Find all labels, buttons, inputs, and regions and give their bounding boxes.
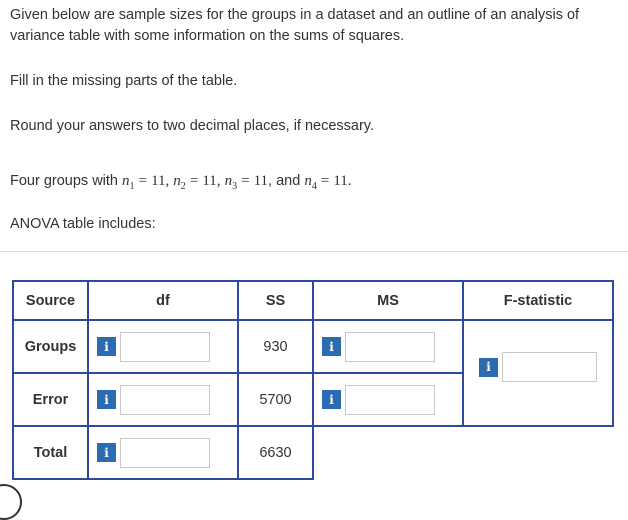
error-ms-cell: [313, 373, 463, 426]
total-ss: 6630: [238, 426, 313, 479]
empty-cell: [313, 426, 463, 479]
error-df-cell: [88, 373, 238, 426]
table-row: [13, 320, 613, 373]
table-row: [13, 426, 613, 479]
empty-cell: [463, 426, 613, 479]
header-ms: MS: [313, 281, 463, 320]
n1-symbol: $n_1$: [122, 173, 135, 192]
problem-intro: Given below are sample sizes for the groups in a dataset and an outline of an analysis of variance table with some information on the sums of squares.: [10, 7, 580, 44]
error-ss: 5700: [238, 373, 313, 426]
anova-label: ANOVA table includes:: [10, 216, 156, 232]
divider: [0, 251, 628, 252]
groups-df-cell: [88, 320, 238, 373]
table-header-row: [13, 281, 613, 320]
header-source: Source: [13, 281, 88, 320]
info-icon[interactable]: i: [97, 443, 116, 462]
error-df-input[interactable]: [120, 385, 210, 415]
groups-ss: 930: [238, 320, 313, 373]
info-icon[interactable]: i: [322, 337, 341, 356]
anova-table: [12, 280, 614, 480]
f-statistic-cell: [463, 320, 613, 426]
groups-ms-cell: [313, 320, 463, 373]
info-icon[interactable]: i: [97, 337, 116, 356]
n4-symbol: $n_4$: [304, 173, 317, 192]
n2-symbol: $n_2$: [173, 173, 186, 192]
header-ss: SS: [238, 281, 313, 320]
groups-prefix: Four groups with: [10, 173, 118, 189]
info-icon[interactable]: i: [322, 390, 341, 409]
total-df-cell: [88, 426, 238, 479]
header-df: df: [88, 281, 238, 320]
groups-df-input[interactable]: [120, 332, 210, 362]
f-statistic-input[interactable]: [502, 352, 597, 382]
source-groups: Groups: [13, 320, 88, 373]
info-icon[interactable]: i: [97, 390, 116, 409]
groups-ms-input[interactable]: [345, 332, 435, 362]
group-sizes-statement: Four groups with $n_1 = 11$, $n_2 = 11$, $n_3 = 11$, and $n_4 = 11$.: [10, 173, 352, 192]
source-total: Total: [13, 426, 88, 479]
n3-symbol: $n_3$: [224, 173, 238, 192]
header-f-statistic: F-statistic: [463, 281, 613, 320]
info-icon[interactable]: i: [479, 358, 498, 377]
error-ms-input[interactable]: [345, 385, 435, 415]
corner-circle-icon: [0, 484, 22, 520]
rounding-note: Round your answers to two decimal places, if necessary.: [10, 118, 375, 134]
problem-instruction: Fill in the missing parts of the table.: [10, 73, 238, 89]
total-df-input[interactable]: [120, 438, 210, 468]
source-error: Error: [13, 373, 88, 426]
